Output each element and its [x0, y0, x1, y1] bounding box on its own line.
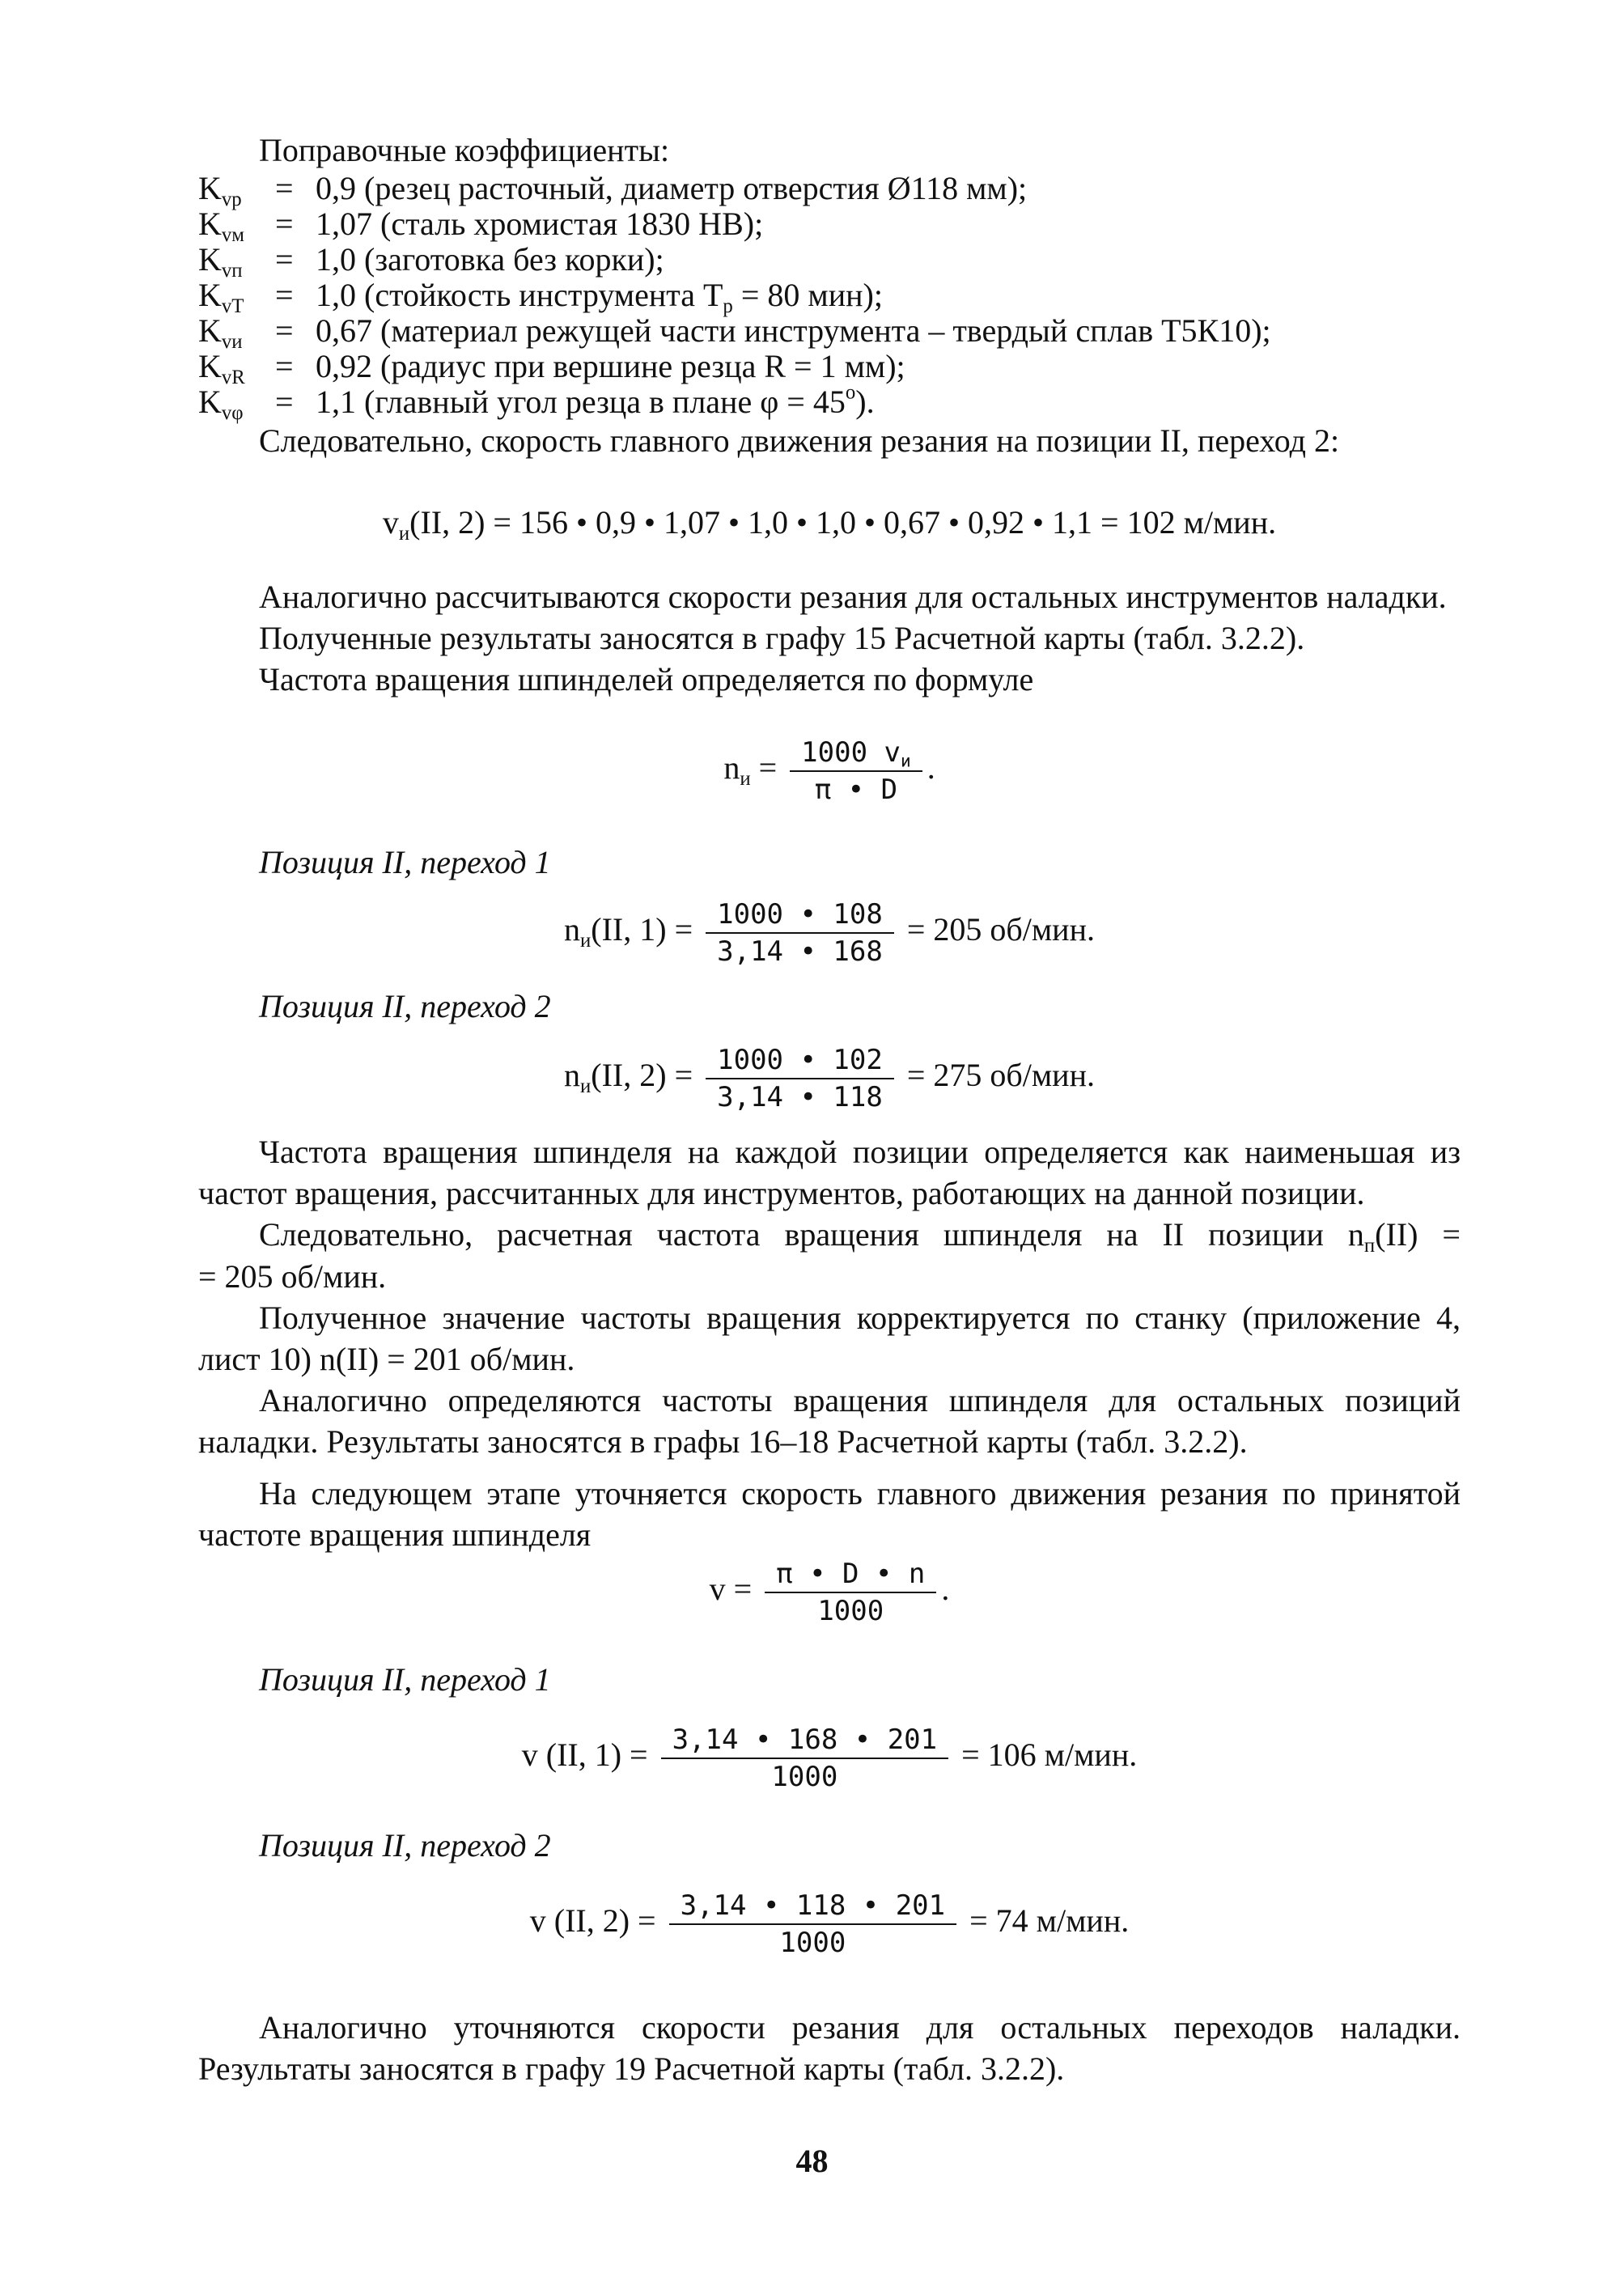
coef-row [198, 206, 1271, 242]
coef-symbol: $K_{vи}$ [198, 312, 243, 354]
coef-symbol: $K_{vм}$ [198, 206, 244, 247]
fraction: $\frac{1000 • 108}{3,14 • 168}$ [706, 898, 894, 968]
formula-n1: $n_и(II$, 1) = $\frac{1000 • 108}{3,14 • 168}$ = 205 об/мин. [564, 898, 1095, 968]
text-block-2 [198, 1131, 1461, 1555]
paragraph-similarly-2: Аналогично определяются частоты вращения шпинделя для остальных позиций наладки. Результаты заносятся в графы 16–18 Расчетной карты (табл. 3.2.2). [198, 1382, 1461, 1461]
coef-equals: = [275, 348, 294, 385]
coef-equals: = [275, 277, 294, 314]
paragraph-freq-each: Частота вращения шпинделя на каждой позиции определяется как наименьшая из частот вращения, рассчитанных для инструментов, работающих на данной позиции. [198, 1134, 1461, 1212]
coef-symbol: $K_{v\varphi}$ [198, 384, 244, 425]
coef-value: 1,07 (сталь хромистая 1830 НВ); [316, 206, 764, 243]
paragraph-similarly-1: Аналогично рассчитываются скорости резания для остальных инструментов наладки. [259, 579, 1447, 615]
coef-row [198, 349, 1271, 384]
heading-position-2-transition-2: Позиция II, переход 2 [259, 988, 551, 1024]
fraction: $\frac{1000 • 102}{3,14 • 118}$ [706, 1044, 894, 1113]
formula-v2: v (II, 2) = $\frac{3,14 • 118 • 201}{1000}$ = 74 м/мин. [529, 1889, 1130, 1959]
heading-position-2-transition-1: Позиция II, переход 1 [259, 844, 551, 880]
coef-value: 0,9 (резец расточный, диаметр отверстия Ø118 мм); [316, 170, 1028, 207]
fraction: $\frac{3,14 • 168 • 201}{1000}$ [661, 1724, 949, 1793]
paragraph-similarly-3: Аналогично уточняются скорости резания для остальных переходов наладки. Результаты заносятся в графу 19 Расчетной карты (табл. 3.2.2). [198, 2009, 1461, 2088]
heading-position-2-transition-1b: Позиция II, переход 1 [259, 1661, 551, 1698]
formula-v1: v (II, 1) = $\frac{3,14 • 168 • 201}{1000}$ = 106 м/мин. [521, 1724, 1138, 1793]
formula-n: $n_и$ = $\frac{1000 v_и}{\pi • D}$ . [723, 736, 935, 806]
text-block-3 [198, 2007, 1461, 2089]
coef-symbol: $K_{vp}$ [198, 170, 242, 211]
coef-value: 1,1 (главный угол резца в плане $\varphi = 45^o$). [316, 381, 875, 421]
coef-row [198, 313, 1271, 349]
coef-row [198, 242, 1271, 278]
coef-row [198, 171, 1271, 206]
formula-v-main: $v_и(II$, 2) = 156 • 0,9 • 1,07 • 1,0 • 1,0 • 0,67 • 0,92 • 1,1 = 102 м/мин. [382, 504, 1277, 545]
paragraph-consequently: Следовательно, скорость главного движения резания на позиции II, переход 2: [259, 422, 1340, 460]
paragraph-calc-freq-result: = 205 об/мин. [198, 1257, 387, 1295]
coef-equals: = [275, 384, 294, 421]
paragraph-corrected: Полученное значение частоты вращения корректируется по станку (приложение 4, лист 10) n(II) = 201 об/мин. [198, 1299, 1461, 1377]
page-number: 48 [795, 2143, 829, 2179]
coef-equals: = [275, 170, 294, 207]
coef-equals: = [275, 241, 294, 278]
coef-value: 0,67 (материал режущей части инструмента – твердый сплав Т5К10); [316, 312, 1271, 350]
coef-value: 0,92 (радиус при вершине резца R = 1 мм); [316, 348, 905, 385]
coefficients-block [198, 129, 1461, 461]
coef-symbol: $K_{vR}$ [198, 348, 245, 389]
paragraph-next-stage: На следующем этапе уточняется скорость главного движения резания по принятой частоте вращения шпинделя [198, 1474, 1461, 1553]
paragraph-results-1: Полученные результаты заносятся в графу 15 Расчетной карты (табл. 3.2.2). [259, 620, 1305, 657]
text-block-1 [198, 576, 1461, 701]
fraction: $\frac{\pi • D • n}{1000}$ [765, 1558, 936, 1627]
heading-position-2-transition-2b: Позиция II, переход 2 [259, 1827, 551, 1864]
fraction: $\frac{3,14 • 118 • 201}{1000}$ [669, 1889, 957, 1959]
formula-v: v = $\frac{\pi • D • n}{1000}$ . [709, 1558, 950, 1627]
coef-equals: = [275, 312, 294, 350]
coef-symbol: $K_{vT}$ [198, 277, 244, 318]
fraction: $\frac{1000 v_и}{\pi • D}$ [790, 736, 922, 806]
coef-row [198, 278, 1271, 313]
coef-value: 1,0 (заготовка без корки); [316, 241, 664, 278]
formula-n2: $n_и(II$, 2) = $\frac{1000 • 102}{3,14 • 118}$ = 275 об/мин. [564, 1044, 1095, 1113]
paragraph-calc-freq: Следовательно, расчетная частота вращения шпинделя на II позиции $n_п(II)$ = [259, 1216, 1461, 1257]
paragraph-freq-formula: Частота вращения шпинделей определяется по формуле [259, 661, 1034, 698]
coefficients-table [198, 170, 1271, 425]
coef-value: 1,0 (стойкость инструмента $T_p = 80$ мин); [316, 277, 883, 318]
coef-equals: = [275, 206, 294, 243]
coef-symbol: $K_{vп}$ [198, 241, 243, 282]
coef-row [198, 384, 1271, 420]
coefficients-title: Поправочные коэффициенты: [259, 132, 670, 168]
